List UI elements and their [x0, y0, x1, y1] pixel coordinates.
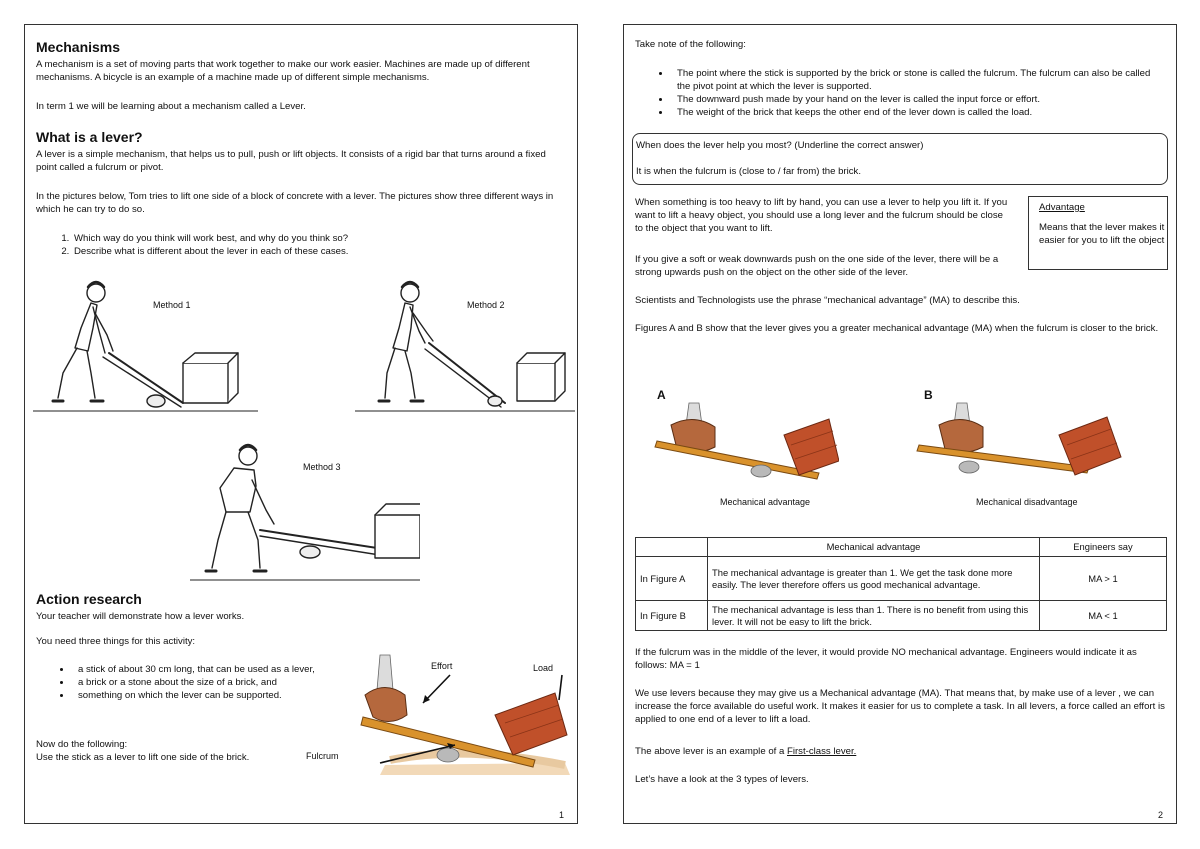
advantage-box	[1028, 196, 1168, 270]
method-2-illustration	[355, 273, 575, 418]
note-bullet: • The downward push made by your hand on the lever is called the input force or effort.	[671, 93, 1165, 106]
term-note: In term 1 we will be learning about a mechanism called a Lever.	[36, 101, 306, 112]
note-bullets	[635, 67, 1165, 119]
middle-fulcrum-text: If the fulcrum was in the middle of the lever, it would provide NO mechanical advantage. Engineers would indicate it as follows: MA = 1	[635, 647, 1137, 671]
note-text: Take note of the following:	[635, 39, 746, 50]
table-row	[636, 557, 1167, 601]
method-2-label: Method 2	[467, 300, 505, 310]
needs-item: • a stick of about 30 cm long, that can be used as a lever,	[72, 663, 332, 676]
lever-heading: What is a lever?	[36, 129, 143, 145]
table-cell: MA < 1	[1040, 601, 1167, 631]
note-bullet: • The point where the stick is supported by the brick or stone is called the fulcrum. The fulcrum can also be called the pivot point at which the lever is supported.	[671, 67, 1165, 93]
table-cell: MA > 1	[1040, 557, 1167, 601]
advantage-title: Advantage	[1039, 202, 1085, 213]
questions-list	[36, 232, 561, 258]
question-item: 1. Which way do you think will work best, and why do you think so?	[72, 232, 561, 245]
advantage-text: Means that the lever makes it easier for you to lift the object	[1039, 222, 1165, 246]
table-cell: The mechanical advantage is less than 1. There is no benefit from using this lever. It will not be easy to lift the brick.	[708, 601, 1040, 631]
scientists-text: Scientists and Technologists use the phrase “mechanical advantage” (MA) to describe this.	[635, 295, 1020, 306]
answer-text: It is when the fulcrum is (close to / far from) the brick.	[636, 166, 861, 177]
first-class-lever-link: First-class lever.	[787, 746, 857, 757]
lever-definition: A lever is a simple mechanism, that helps us to pull, push or lift objects. It consists of a rigid bar that turns around a fixed point called a fulcrum or pivot.	[36, 149, 546, 173]
table-cell: In Figure A	[636, 557, 708, 601]
table-header-cell: Mechanical advantage	[708, 538, 1040, 557]
need-text: You need three things for this activity:	[36, 636, 196, 647]
needs-item: • a brick or a stone about the size of a brick, and	[72, 676, 332, 689]
question-item: 2. Describe what is different about the lever in each of these cases.	[72, 245, 561, 258]
question-text: When does the lever help you most? (Underline the correct answer)	[636, 140, 924, 151]
lets-look-text: Let’s have a look at the 3 types of levers.	[635, 774, 809, 785]
heavy-text: When something is too heavy to lift by hand, you can use a lever to help you lift it. If you want to lift a heavy object, you should use a long lever and the fulcrum should be close to the object that you want to lift.	[635, 197, 1008, 234]
method-1-label: Method 1	[153, 300, 191, 310]
effort-label: Effort	[431, 661, 453, 671]
soft-text: If you give a soft or weak downwards push on the one side of the lever, there will be a strong upwards push on the object on the other side of the lever.	[635, 254, 999, 278]
page-number: 1	[559, 810, 565, 820]
page-1	[24, 24, 578, 824]
load-label: Load	[533, 663, 554, 673]
table-cell: In Figure B	[636, 601, 708, 631]
first-class-text	[635, 745, 1167, 758]
table-header-cell	[636, 538, 708, 557]
figure-a-illustration	[649, 395, 839, 485]
action-research-heading: Action research	[36, 591, 142, 607]
mechanical-advantage-table	[635, 537, 1167, 631]
figure-a-label: A	[657, 388, 666, 402]
table-row	[636, 601, 1167, 631]
page-number: 2	[1158, 810, 1164, 820]
table-cell: The mechanical advantage is greater than 1. We get the task done more easily. The lever therefore offers us good mechanical advantage.	[708, 557, 1040, 601]
needs-list	[36, 663, 332, 702]
do-text: Now do the following:	[36, 739, 128, 750]
figure-b-illustration	[909, 395, 1129, 485]
method-3-label: Method 3	[303, 462, 341, 472]
needs-item: • something on which the lever can be supported.	[72, 689, 332, 702]
page-2	[623, 24, 1177, 824]
mechanisms-heading: Mechanisms	[36, 39, 121, 55]
fulcrum-label: Fulcrum	[306, 751, 339, 761]
pictures-text: In the pictures below, Tom tries to lift one side of a block of concrete with a lever. The pictures show three different ways in which he can try to do so.	[36, 191, 554, 215]
mechanisms-intro: A mechanism is a set of moving parts that work together to make our work easier. Machines are made up of different mechanisms. A bicycle is an example of a machine made up of different simple mechanisms.	[36, 59, 530, 83]
table-header-row	[636, 538, 1167, 557]
method-1-illustration	[33, 273, 258, 418]
figure-b-label: B	[924, 388, 933, 402]
action-intro: Your teacher will demonstrate how a lever works.	[36, 611, 245, 622]
note-bullet: • The weight of the brick that keeps the other end of the lever down is called the load.	[671, 106, 1165, 119]
first-class-prefix: The above lever is an example of a	[635, 746, 787, 757]
table-header-cell: Engineers say	[1040, 538, 1167, 557]
use-stick-text: Use the stick as a lever to lift one side of the brick.	[36, 752, 250, 763]
figures-text: Figures A and B show that the lever gives you a greater mechanical advantage (MA) when the fulcrum is closer to the brick.	[635, 323, 1159, 334]
caption-a: Mechanical advantage	[720, 497, 811, 507]
caption-b: Mechanical disadvantage	[976, 497, 1078, 507]
use-levers-text: We use levers because they may give us a Mechanical advantage (MA). That means that, by make use of a lever , we can increase the force available do useful work. It makes it easier for us to complete a task. In all levers, a force called an effort is applied to one end of a lever to lift a load.	[635, 688, 1165, 725]
question-box	[632, 133, 1168, 185]
